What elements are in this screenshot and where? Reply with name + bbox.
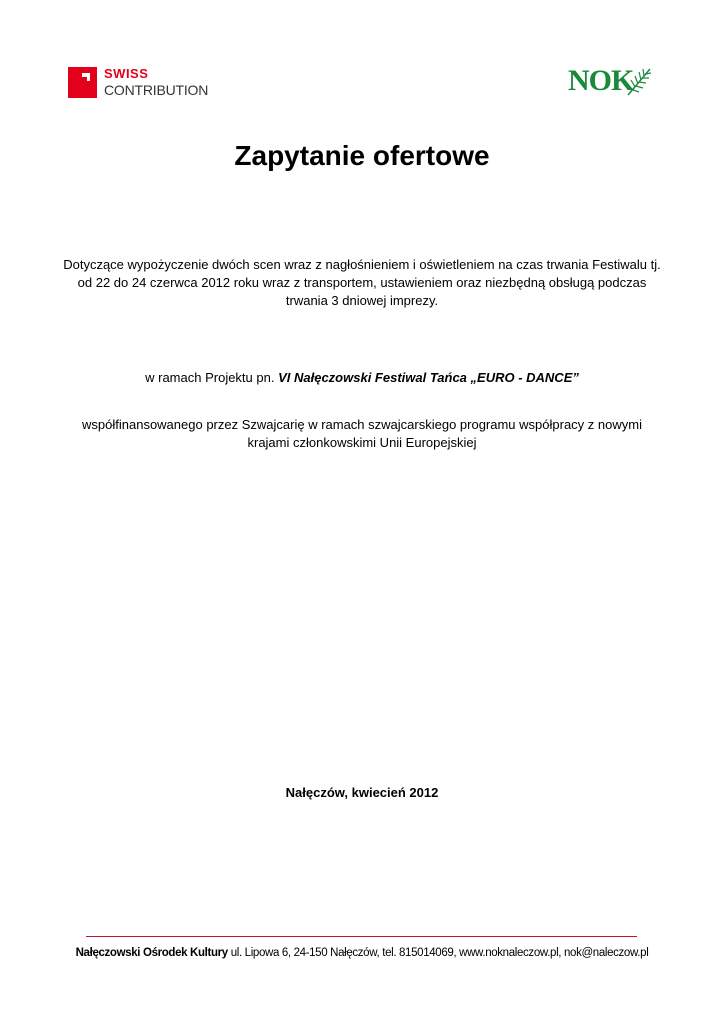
pine-branch-icon	[624, 65, 654, 99]
footer-organization: Nałęczowski Ośrodek Kultury	[75, 947, 228, 959]
project-name: VI Nałęczowski Festiwal Tańca „EURO - DANCE”	[278, 370, 579, 385]
swiss-logo-line1: SWISS	[104, 66, 149, 81]
swiss-logo-line2: CONTRIBUTION	[104, 82, 209, 98]
document-description: Dotyczące wypożyczenie dwóch scen wraz z nagłośnieniem i oświetleniem na czas trwania Festiwalu tj. od 22 do 24 czerwca 2012 roku wraz z transportem, ustawieniem oraz niezbędną obsługą podczas trwania 3 dniowej imprezy.	[63, 257, 661, 308]
cofinancing-statement: współfinansowanego przez Szwajcarię w ramach szwajcarskiego programu współpracy z nowymi krajami członkowskimi Unii Europejskiej	[82, 417, 642, 450]
project-line	[62, 369, 662, 387]
project-prefix: w ramach Projektu pn.	[145, 370, 275, 385]
place-and-date: Nałęczów, kwiecień 2012	[285, 785, 439, 800]
footer-divider	[86, 936, 637, 937]
swiss-cross-icon	[68, 67, 97, 98]
nok-logo	[568, 63, 654, 103]
footer-contact	[0, 945, 724, 961]
footer-address: ul. Lipowa 6, 24-150 Nałęczów, tel. 815014069, www.noknaleczow.pl, nok@naleczow.pl	[230, 947, 649, 959]
swiss-contribution-logo	[68, 67, 218, 101]
nok-logo-text: NOK	[568, 64, 634, 97]
document-title: Zapytanie ofertowe	[234, 140, 490, 171]
